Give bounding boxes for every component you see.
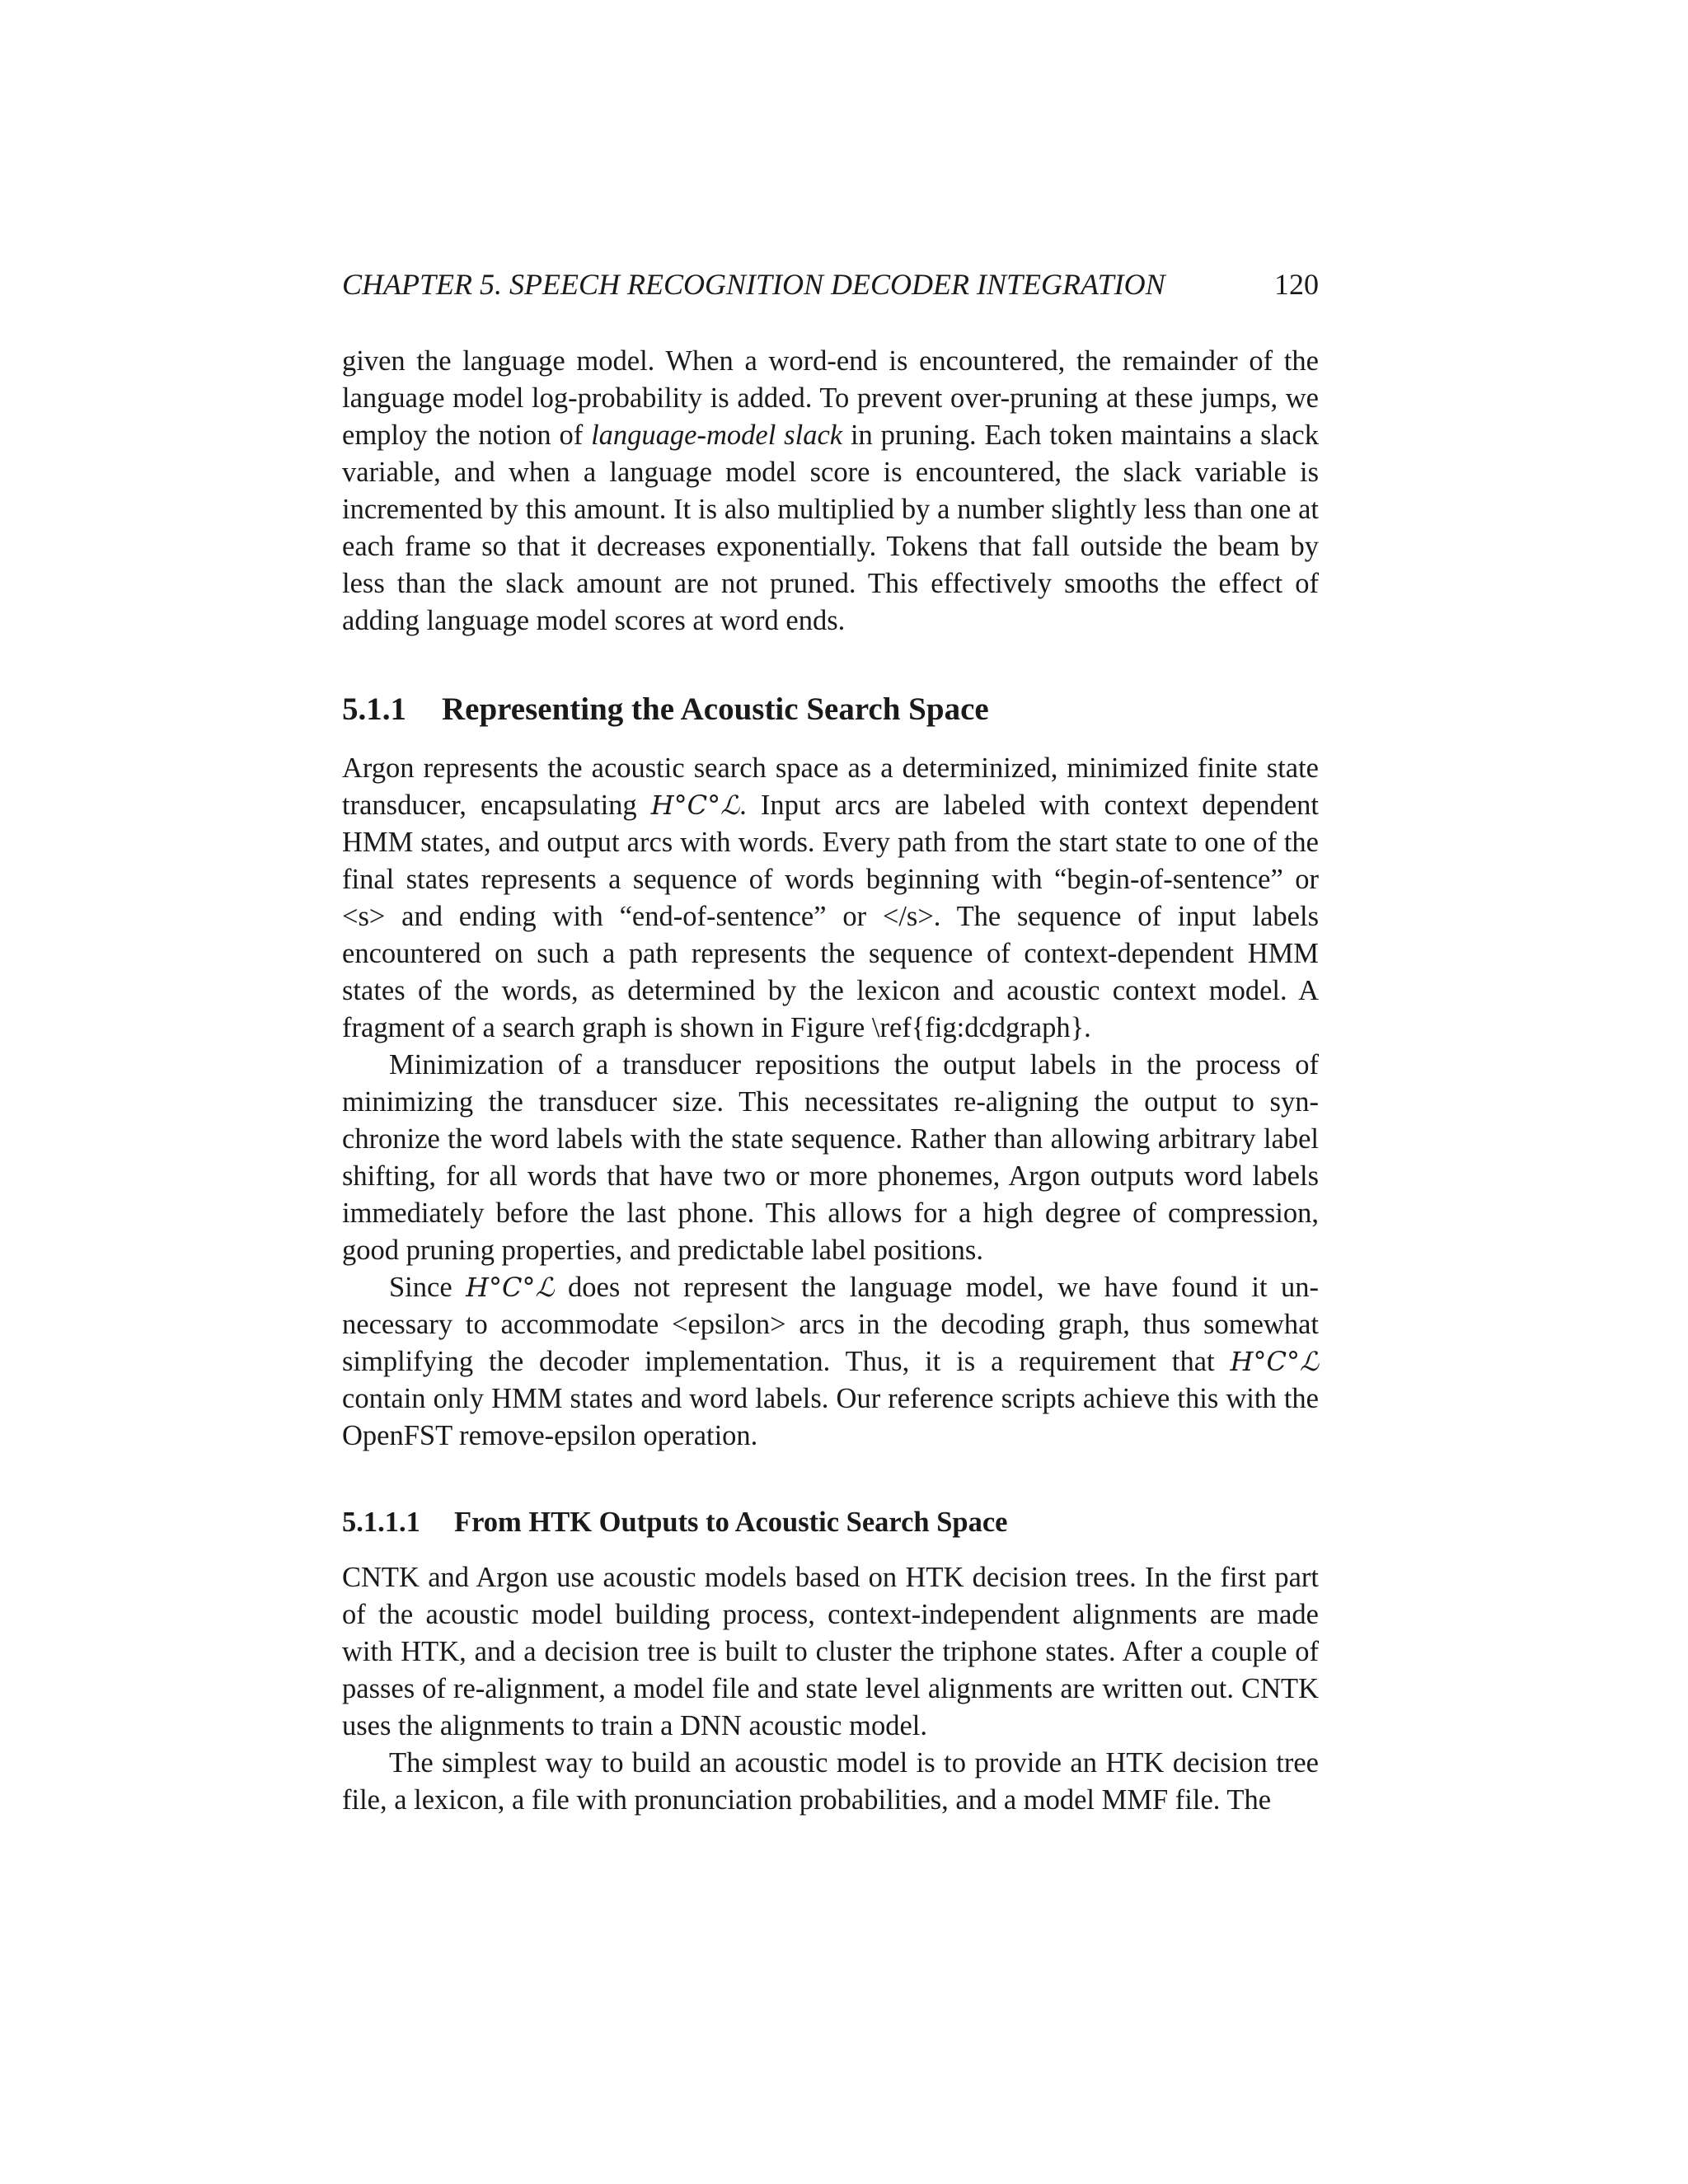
intro-text-a: given the language model. When a word-end is encountered, the remainder of the language model log-probability is added. To prevent over-pruning at these jumps, we employ the notion of (342, 345, 1319, 451)
section-title: Representing the Acoustic Search Space (442, 691, 989, 727)
subsection-paragraph-1: CNTK and Argon use acoustic models based on HTK decision trees. In the first part of the acoustic model building process, context-independent alignments are made with HTK, and a decision tree is built to cluster the triphone states. After a couple of passes of re-alignment, a model file and state level alignments are written out. CNTK uses the alignments to train a DNN acoustic model. (342, 1562, 1319, 1741)
subsection-heading (342, 1504, 1319, 1541)
subsection-number: 5.1.1.1 (342, 1507, 420, 1538)
section-paragraph-3 (342, 1269, 1319, 1455)
section-p3-text-b: does not represent the language model, we have found it unnecessary to accommodate <epsilon> arcs in the decoding graph, thus somewhat simplifying the decoder implementation. Thus, it is a requirement that (342, 1272, 1319, 1377)
math-hcl: H°C°ℒ (650, 790, 740, 821)
subsection-title: From HTK Outputs to Acoustic Search Space (454, 1507, 1008, 1538)
document-page (342, 265, 1319, 1819)
section-heading (342, 689, 1319, 730)
subsection-paragraph-2: The simplest way to build an acoustic model is to provide an HTK decision tree file, a lexicon, a file with pronunciation probabilities, and a model MMF file. The (342, 1747, 1319, 1816)
chapter-title: CHAPTER 5. SPEECH RECOGNITION DECODER INTEGRATION (342, 268, 1165, 301)
running-head (342, 265, 1319, 303)
math-hcl: H°C°ℒ (1230, 1346, 1319, 1377)
section-number: 5.1.1 (342, 691, 406, 727)
section-p3-text-a: Since (389, 1272, 467, 1303)
section-p1-text-b: . Input arcs are labeled with context dependent HMM states, and output arcs with words. Every path from the start state to one of the final states represents a sequence of words beginning with “begin-of-sentence” or <s> and ending with “end-of-sentence” or </s>. The sequence of input labels encountered on such a path represents the sequence of context-dependent HMM states of the words, as determined by the lexicon and acoustic context model. A fragment of a search graph is shown in Figure \ref{fig:dcdgraph}. (342, 790, 1319, 1043)
section-p1-text-a: Argon represents the acoustic search space as a determinized, minimized finite state transducer, encapsulating (342, 752, 1319, 821)
emphasis-language-model-slack: language-model slack (591, 419, 843, 451)
intro-paragraph (342, 343, 1319, 640)
math-hcl: H°C°ℒ (466, 1272, 555, 1303)
section-paragraph-2: Minimization of a transducer repositions the output labels in the process of minimizing the transducer size. This necessitates re-aligning the output to synchronize the word labels with the state sequence. Rather than allowing arbitrary label shifting, for all words that have two or more phonemes, Argon outputs word labels immediately before the last phone. This allows for a high degree of compression, good pruning properties, and predictable label positions. (342, 1049, 1319, 1266)
section-paragraph-1 (342, 750, 1319, 1047)
page-number: 120 (1274, 268, 1319, 301)
section-p3-text-c: contain only HMM states and word labels. Our reference scripts achieve this with the OpenFST remove-epsilon operation. (342, 1383, 1319, 1451)
intro-text-b: in pruning. Each token maintains a slack variable, and when a language model score is encountered, the slack variable is incremented by this amount. It is also multiplied by a number slightly less than one at each frame so that it decreases exponentially. Tokens that fall outside the beam by less than the slack amount are not pruned. This effectively smooths the effect of adding language model scores at word ends. (342, 419, 1319, 636)
